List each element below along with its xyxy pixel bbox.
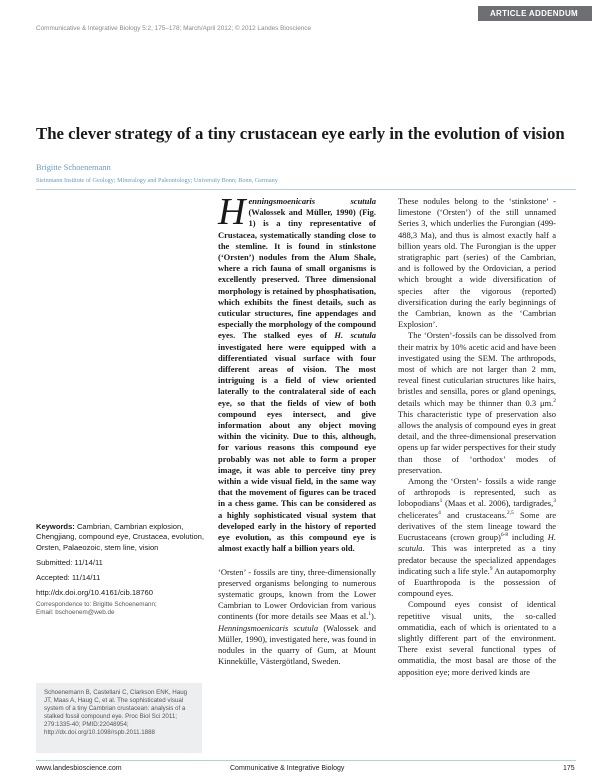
keywords-label: Keywords: xyxy=(36,522,75,531)
accepted-date: Accepted: 11/14/11 xyxy=(36,573,101,583)
submitted-date: Submitted: 11/14/11 xyxy=(36,557,103,567)
correspondence xyxy=(36,601,204,618)
footer-divider xyxy=(36,760,576,761)
journal-citation-line: Communicative & Integrative Biology 5:2, 175–178; March/April 2012; © 2012 Landes Bioscience xyxy=(36,25,312,32)
keywords xyxy=(36,522,204,553)
footer-journal: Communicative & Integrative Biology xyxy=(230,765,345,772)
keywords-list: Cambrian, Cambrian explosion, Chengjiang, compound eye, Crustacea, evolution, Orsten, Palaeozoic, stem line, vision xyxy=(36,522,205,552)
article-metadata xyxy=(36,522,204,618)
abstract xyxy=(218,191,376,555)
correspondence-name: Correspondence to: Brigitte Schoenemann; xyxy=(36,600,157,608)
article-title: The clever strategy of a tiny crustacean eye early in the evolution of vision xyxy=(36,124,565,143)
body-paragraph: Compound eyes consist of identical repetitive visual units, the so-called ommatidia, each of which is orientated to a slightly different part of the environment. There exist several functional types of ommatidia, the most basal are those of the apposition eye; more derived kinds are xyxy=(398,599,556,677)
body-paragraph: ‘Orsten’ - fossils are tiny, three-dimensionally preserved organisms belonging to numerous systematic groups, known from the Lower Cambrian to Lower Ordovician from various continents (for more details see Maas et al.$^1$). Henningsmoenicaris scutula (Walossek and Müller, 1990), investigated here, was found in nodules in the quarry of Gum, at Mount Kinnekülle, Västergötland, Sweden. xyxy=(218,566,376,667)
body-paragraph: The ‘Orsten’-fossils can be dissolved from their matrix by 10% acetic acid and have been investigated using the SEM. The arthropods, most of which are not larger than 2 mm, reveal finest cuticularian structures like hairs, bristles and sensilla, pores or gland openings, details which may be thinner than 0.3 μm.$^2$ This characteristic type of preservation also allows the analysis of compound eyes in great detail, and the three-dimensional preservation opens up far wider perspectives for their study than those of ‘orthodox’ modes of preservation. xyxy=(398,330,556,475)
body-paragraph: Among the ‘Orsten’- fossils a wide range of arthropods is represented, such as lobopodians$^1$ (Maas et al. 2006), tardigrades,$^3$ chelicerates$^4$ and crustaceans.$^{2,5}$ Some are derivatives of the stem lineage toward the Eucrustaceans (crown group)$^{6-8}$ including H. scutula. This was interpreted as a tiny predator because the specialized appendages indicating such a life style.$^9$ An autapomorphy of Euarthropoda is the possession of compound eyes. xyxy=(398,476,556,599)
title-divider xyxy=(36,189,576,190)
footer-website[interactable]: www.landesbioscience.com xyxy=(36,765,122,772)
body-column-middle xyxy=(218,191,376,667)
page-header xyxy=(0,0,600,40)
author-affiliation: Steinmann Institute of Geology; Mineralogy and Paleontology; University Bonn; Bonn, Germany xyxy=(36,177,278,184)
author-name[interactable]: Brigitte Schoenemann xyxy=(36,163,111,172)
doi-link[interactable]: http://dx.doi.org/10.4161/cib.18760 xyxy=(36,588,153,598)
drop-cap: H xyxy=(218,191,246,233)
citation-box: Schoenemann B, Castellani C, Clarkson ENK, Haug JT, Maas A, Haug C, et al. The sophisticated visual system of a tiny Cambrian crustacean: analysis of a stalked fossil compound eye. Proc Biol Sci 2011; 279:1335-40; PMID:22048954; http://dx.doi.org/10.1098/rspb.2011.1888 xyxy=(36,683,202,753)
abstract-text: enningsmoenicaris scutula (Walossek and Müller, 1990) (Fig. 1) is a tiny representative of Crustacea, systematically standing close to the stemline. It is found in stinkstone (‘Orsten’) nodules from the Alum Shale, where a rich fauna of small organisms is excellently preserved. Three dimensional morphology is retained by phosphatisation, which exhibits the finest details, such as cuticular structures, fine appendages and especially the morphology of the compound eyes. The stalked eyes of H. scutula investigated here were equipped with a differentiated visual surface with four different areas of vision. The most intriguing is a field of view oriented laterally to the contralateral side of each eye, so that the fields of view of both compound eyes intersect, and give information about any object moving within the vicinity. Due to this, although, for various reasons this compound eye probably was not able to form a proper image, it was able to perceive tiny prey within a wide visual field, in the same way that the movement of figures can be traced in a chess game. This can be considered as a highly sophisticated visual system that developed early in the history of reported eye evolution, as this compound eye is almost exactly half a billion years old. xyxy=(218,196,376,554)
page-number: 175 xyxy=(563,765,575,772)
body-column-right xyxy=(398,196,556,678)
correspondence-email[interactable]: Email: bschoenem@web.de xyxy=(36,609,115,617)
article-type-badge: ARTICLE ADDENDUM xyxy=(478,6,592,21)
body-paragraph: These nodules belong to the ‘stinkstone’ -limestone (‘Orsten’) of the still unnamed Series 3, which underlies the Furongian (499-488,3 Ma), and thus is almost exactly half a billion years old. The Furongian is the upper stratigraphic part (series) of the Cambrian, and is followed by the Ordovician, a period which brought a wide diversification of species after the vigorous (reported) diversification during the early beginnings of the Cambrian, known as the ‘Cambrian Explosion’. xyxy=(398,196,556,330)
